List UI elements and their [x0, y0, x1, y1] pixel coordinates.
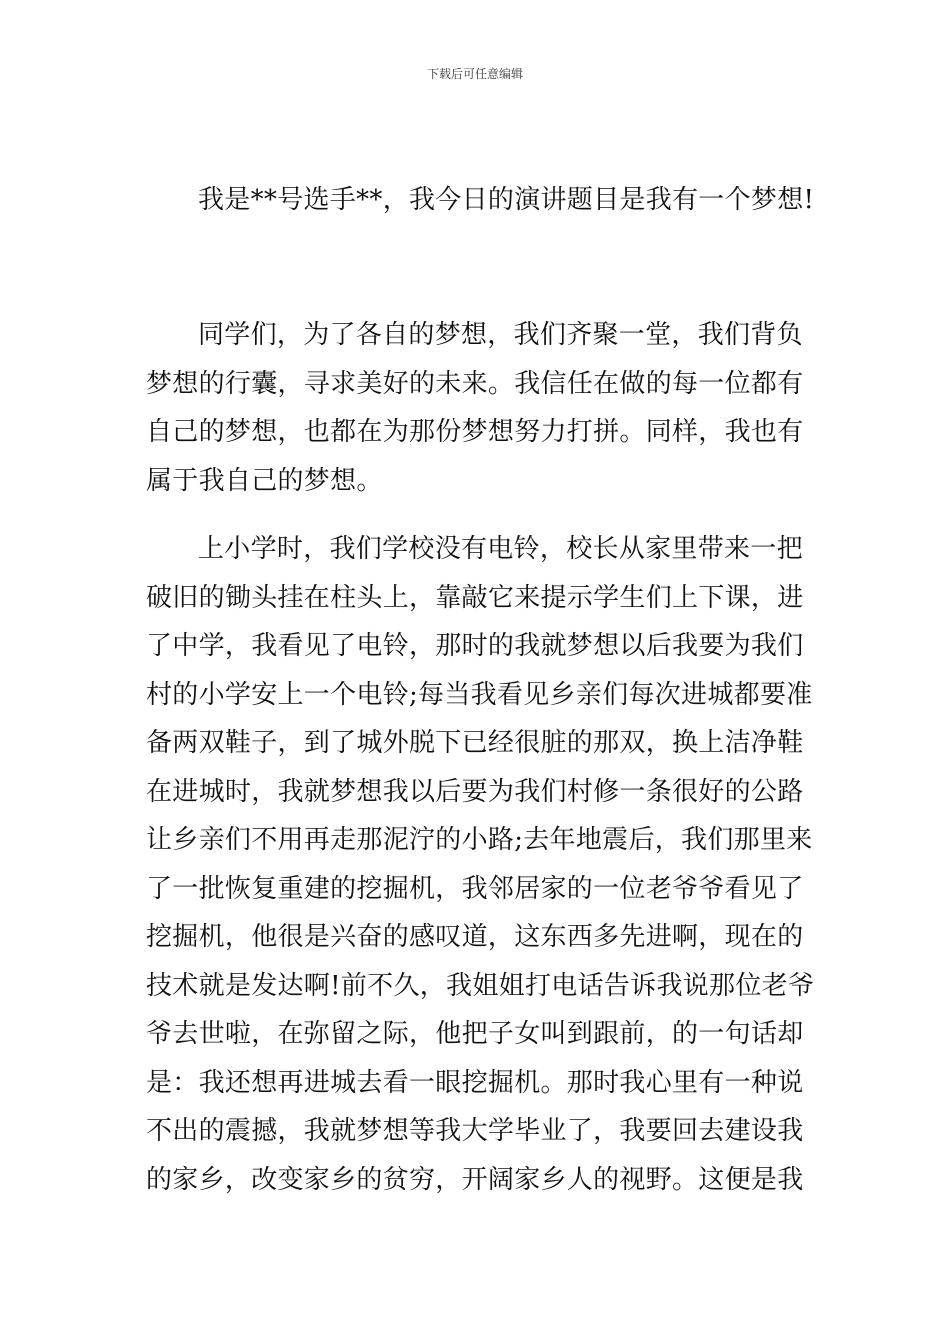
- text-line: 的家乡，改变家乡的贫穷，开阔家乡人的视野。这便是我: [146, 1164, 804, 1195]
- text-line: 在进城时，我就梦想我以后要为我们村修一条很好的公路: [146, 776, 804, 807]
- text-line: 不出的震撼，我就梦想等我大学毕业了，我要回去建设我: [146, 1116, 804, 1146]
- text-line: 技术就是发达啊!前不久，我姐姐打电话告诉我说那位老爷: [146, 970, 815, 1001]
- text-line: 梦想的行囊，寻求美好的未来。我信任在做的每一位都有: [146, 368, 804, 399]
- text-line: 破旧的锄头挂在柱头上，靠敲它来提示学生们上下课，进: [146, 582, 804, 613]
- paragraph-intro: [146, 176, 815, 225]
- paragraph-story: [146, 525, 815, 1204]
- text-line: 爷去世啦，在弥留之际，他把子女叫到跟前，的一句话却: [146, 1019, 804, 1049]
- text-line: 我是**号选手**，我今日的演讲题目是我有一个梦想!: [198, 185, 815, 215]
- text-line: 让乡亲们不用再走那泥泞的小路;去年地震后，我们那里来: [146, 825, 813, 855]
- text-line: 了一批恢复重建的挖掘机，我邻居家的一位老爷爷看见了: [146, 873, 804, 904]
- text-line: 属于我自己的梦想。: [146, 465, 383, 496]
- text-line: 村的小学安上一个电铃;每当我看见乡亲们每次进城都要准: [146, 679, 813, 710]
- paragraph-dreams: [146, 311, 810, 505]
- text-line: 上小学时，我们学校没有电铃，校长从家里带来一把: [198, 534, 803, 564]
- text-line: 是：我还想再进城去看一眼挖掘机。那时我心里有一种说: [146, 1067, 804, 1098]
- text-line: 了中学，我看见了电铃，那时的我就梦想以后我要为我们: [146, 631, 804, 661]
- text-line: 备两双鞋子，到了城外脱下已经很脏的那双，换上洁净鞋: [146, 728, 804, 758]
- page-header-note: 下载后可任意编辑: [426, 67, 523, 81]
- text-line: 自己的梦想，也都在为那份梦想努力打拼。同样，我也有: [146, 417, 804, 447]
- text-line: 同学们，为了各自的梦想，我们齐聚一堂，我们背负: [198, 320, 803, 350]
- text-line: 挖掘机，他很是兴奋的感叹道，这东西多先进啊，现在的: [146, 922, 804, 952]
